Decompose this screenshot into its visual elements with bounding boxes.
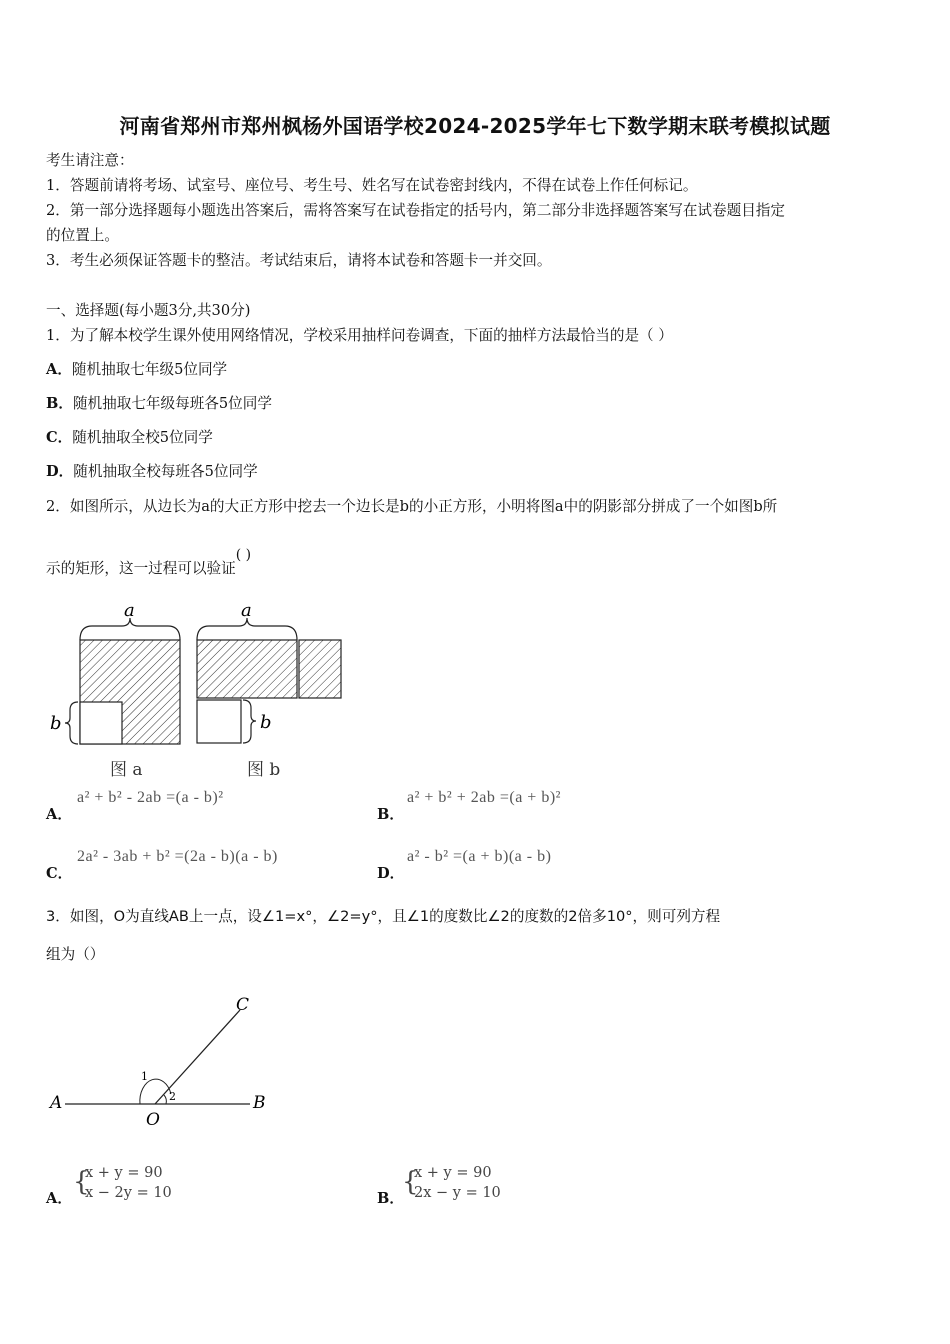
label-C: C (236, 995, 250, 1015)
option-label: B． (46, 395, 73, 412)
q1-option-a (46, 357, 906, 382)
q1-option-d (46, 459, 906, 484)
option-label: C． (46, 865, 73, 882)
q2-option-c-label (46, 862, 72, 883)
small-square-b (197, 700, 241, 743)
q1-stem: 1．为了解本校学生课外使用网络情况，学校采用抽样问卷调查，下面的抽样方法最恰当的是（ ） (46, 327, 673, 344)
q3-stem-line1: 3．如图，O为直线AB上一点，设∠1=x°，∠2=y°，且∠1的度数比∠2的度数的2倍多10°，则可列方程 (46, 908, 721, 925)
notice-item-2-cont: 的位置上。 (46, 227, 119, 244)
label-b: b (50, 713, 62, 734)
label-a-2: a (241, 600, 252, 621)
equation-2: 2x − y = 10 (414, 1185, 501, 1201)
brace-a-2 (197, 618, 297, 640)
equation-1: x + y = 90 (85, 1165, 163, 1181)
option-label: A． (46, 361, 72, 378)
q2-option-b-label (377, 803, 404, 824)
q3-option-a-system (85, 1163, 172, 1203)
ray-oc (155, 1010, 240, 1104)
brace-icon: { (73, 1167, 90, 1197)
q2-option-c-math: 2a² - 3ab + b² =(2a - b)(a - b) (77, 848, 278, 865)
small-square-cut (80, 702, 122, 744)
label-angle2: 2 (169, 1090, 176, 1103)
notice-item-3: 3．考生必须保证答题卡的整洁。考试结束后，请将本试卷和答题卡一并交回。 (46, 252, 552, 269)
q2-option-a-label (46, 803, 72, 824)
equation-2: x − 2y = 10 (85, 1185, 172, 1201)
q2-option-b-math: a² + b² + 2ab =(a + b)² (407, 789, 561, 806)
option-label: B． (377, 1190, 404, 1207)
q2-stem-line2 (46, 547, 906, 582)
notice-heading: 考生请注意： (46, 152, 134, 169)
figure-a (50, 600, 180, 780)
option-text: 随机抽取七年级每班各5位同学 (72, 395, 272, 412)
caption-b: 图 b (247, 760, 281, 780)
equation-1: x + y = 90 (414, 1165, 492, 1181)
label-angle1: 1 (141, 1070, 148, 1083)
figure-b (197, 600, 341, 780)
q2-stem-text: 示的矩形，这一过程可以验证 (46, 560, 236, 577)
q3-figure (45, 988, 275, 1128)
brace-a (80, 618, 180, 640)
q2-option-d-label (377, 862, 404, 883)
q1-option-c (46, 425, 906, 450)
option-text: 随机抽取全校5位同学 (72, 429, 213, 446)
notice-item-2: 2．第一部分选择题每小题选出答案后，需将答案写在试卷指定的括号内，第二部分非选择题答案写在试卷题目指定 (46, 202, 785, 219)
page-title: 河南省郑州市郑州枫杨外国语学校2024-2025学年七下数学期末联考模拟试题 (119, 114, 831, 138)
option-label: A． (46, 806, 72, 823)
option-label: D． (377, 865, 405, 882)
label-a: a (124, 600, 135, 621)
notice-item-1: 1．答题前请将考场、试室号、座位号、考生号、姓名写在试卷密封线内，不得在试卷上作任何标记。 (46, 177, 698, 194)
q1-option-b (46, 391, 906, 416)
option-text: 随机抽取全校每班各5位同学 (73, 463, 258, 480)
q2-figure (40, 592, 360, 782)
q2-option-a-math: a² + b² - 2ab =(a - b)² (77, 789, 224, 806)
rect-shaded-right (299, 640, 341, 698)
label-O: O (146, 1110, 160, 1128)
label-B: B (253, 1093, 266, 1113)
rect-shaded-left (197, 640, 297, 698)
caption-a: 图 a (110, 760, 143, 780)
brace-b-2 (243, 700, 256, 743)
label-b-2: b (260, 712, 272, 733)
q3-stem-line2: 组为（） (46, 946, 105, 963)
brace-b (65, 702, 78, 744)
angle2-arc (164, 1095, 166, 1104)
option-label: C． (46, 429, 73, 446)
answer-blank: ( ) (235, 547, 252, 563)
q2-stem-line1: 2．如图所示，从边长为a的大正方形中挖去一个边长是b的小正方形，小明将图a中的阴影部分拼成了一个如图b所 (46, 498, 778, 515)
section-heading: 一、选择题(每小题3分,共30分) (46, 302, 251, 319)
option-label: D． (46, 463, 74, 480)
q3-option-b-label (377, 1187, 404, 1208)
option-text: 随机抽取七年级5位同学 (71, 361, 228, 378)
q3-option-b-system (414, 1163, 501, 1203)
q3-option-a-label (46, 1187, 72, 1208)
q2-option-d-math: a² - b² =(a + b)(a - b) (407, 848, 552, 865)
label-A: A (50, 1093, 63, 1113)
option-label: B． (377, 806, 404, 823)
brace-icon: { (402, 1167, 419, 1197)
option-label: A． (46, 1190, 72, 1207)
